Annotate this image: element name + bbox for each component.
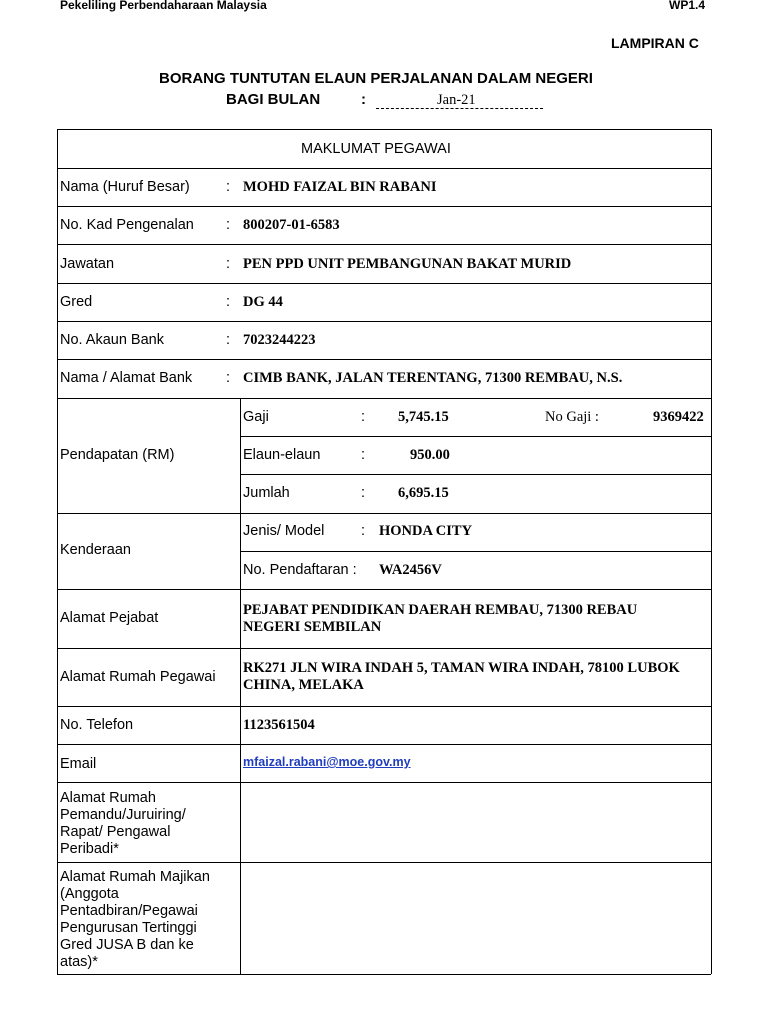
bank-address-label: Nama / Alamat Bank [60, 370, 193, 386]
vehicle-reg-value[interactable]: WA2456V [379, 562, 442, 578]
driver-address-label: Alamat Rumah Pemandu/Juruiring/ Rapat/ Pengawal Peribadi* [60, 790, 186, 857]
column-divider [240, 398, 241, 974]
employer-address-label: Alamat Rumah Majikan (Anggota Pentadbiran/Pegawai Pengurusan Tertinggi Gred JUSA B dan ke atas)* [60, 869, 210, 970]
row-divider [57, 283, 711, 284]
table-border [57, 974, 711, 975]
income-label: Pendapatan (RM) [60, 447, 175, 463]
table-border [57, 129, 711, 130]
salary-value[interactable]: 5,745.15 [398, 409, 449, 425]
bank-account-label: No. Akaun Bank [60, 332, 164, 348]
allowance-label: Elaun-elaun [243, 447, 321, 463]
bank-account-value[interactable]: 7023244223 [243, 332, 316, 348]
table-border [711, 129, 712, 974]
row-divider [57, 244, 711, 245]
bank-account-colon: : [226, 332, 231, 348]
subrow-divider [240, 551, 711, 552]
row-divider [57, 359, 711, 360]
row-divider [57, 862, 711, 863]
attachment-label: LAMPIRAN C [611, 35, 699, 51]
month-value[interactable]: Jan-21 [437, 92, 476, 108]
salary-colon: : [361, 409, 366, 425]
row-divider [57, 398, 711, 399]
row-divider [57, 744, 711, 745]
allowance-value[interactable]: 950.00 [410, 447, 450, 463]
name-colon: : [226, 179, 231, 195]
row-divider [57, 513, 711, 514]
form-code: WP1.4 [669, 0, 706, 12]
home-address-value[interactable]: RK271 JLN WIRA INDAH 5, TAMAN WIRA INDAH, 78100 LUBOK CHINA, MELAKA [243, 660, 680, 693]
row-divider [57, 168, 711, 169]
salary-label: Gaji [243, 409, 269, 425]
circular-name: Pekeliling Perbendaharaan Malaysia [60, 0, 267, 12]
name-label: Nama (Huruf Besar) [60, 179, 190, 195]
allowance-colon: : [361, 447, 366, 463]
total-value[interactable]: 6,695.15 [398, 485, 449, 501]
grade-colon: : [226, 294, 231, 310]
month-label: BAGI BULAN [226, 91, 321, 108]
salary-no-label: No Gaji : [545, 409, 599, 425]
vehicle-model-label: Jenis/ Model [243, 523, 325, 539]
table-border [57, 129, 58, 974]
phone-label: No. Telefon [60, 717, 134, 733]
grade-value[interactable]: DG 44 [243, 294, 283, 310]
subrow-divider [240, 436, 711, 437]
home-address-label: Alamat Rumah Pegawai [60, 669, 216, 685]
vehicle-reg-label: No. Pendaftaran : [243, 562, 357, 578]
month-underline [376, 108, 543, 109]
email-label: Email [60, 756, 97, 772]
vehicle-model-value[interactable]: HONDA CITY [379, 523, 473, 539]
ic-value[interactable]: 800207-01-6583 [243, 217, 340, 233]
email-link[interactable]: mfaizal.rabani@moe.gov.my [243, 755, 411, 769]
row-divider [57, 206, 711, 207]
total-colon: : [361, 485, 366, 501]
salary-no-value[interactable]: 9369422 [653, 409, 704, 425]
row-divider [57, 589, 711, 590]
row-divider [57, 648, 711, 649]
total-label: Jumlah [243, 485, 290, 501]
row-divider [57, 782, 711, 783]
grade-label: Gred [60, 294, 93, 310]
bank-address-value[interactable]: CIMB BANK, JALAN TERENTANG, 71300 REMBAU, N.S. [243, 370, 623, 386]
position-colon: : [226, 256, 231, 272]
subrow-divider [240, 474, 711, 475]
form-title: BORANG TUNTUTAN ELAUN PERJALANAN DALAM NEGERI [159, 70, 593, 87]
ic-label: No. Kad Pengenalan [60, 217, 194, 233]
phone-value[interactable]: 1123561504 [243, 717, 315, 733]
position-value[interactable]: PEN PPD UNIT PEMBANGUNAN BAKAT MURID [243, 256, 572, 272]
section-title: MAKLUMAT PEGAWAI [301, 141, 451, 157]
vehicle-label: Kenderaan [60, 542, 131, 558]
bank-address-colon: : [226, 370, 231, 386]
vehicle-model-colon: : [361, 523, 366, 539]
office-address-value[interactable]: PEJABAT PENDIDIKAN DAERAH REMBAU, 71300 REBAU NEGERI SEMBILAN [243, 602, 638, 635]
month-colon: : [361, 91, 366, 108]
row-divider [57, 321, 711, 322]
row-divider [57, 706, 711, 707]
office-address-label: Alamat Pejabat [60, 610, 159, 626]
ic-colon: : [226, 217, 231, 233]
name-value[interactable]: MOHD FAIZAL BIN RABANI [243, 179, 437, 195]
position-label: Jawatan [60, 256, 115, 272]
